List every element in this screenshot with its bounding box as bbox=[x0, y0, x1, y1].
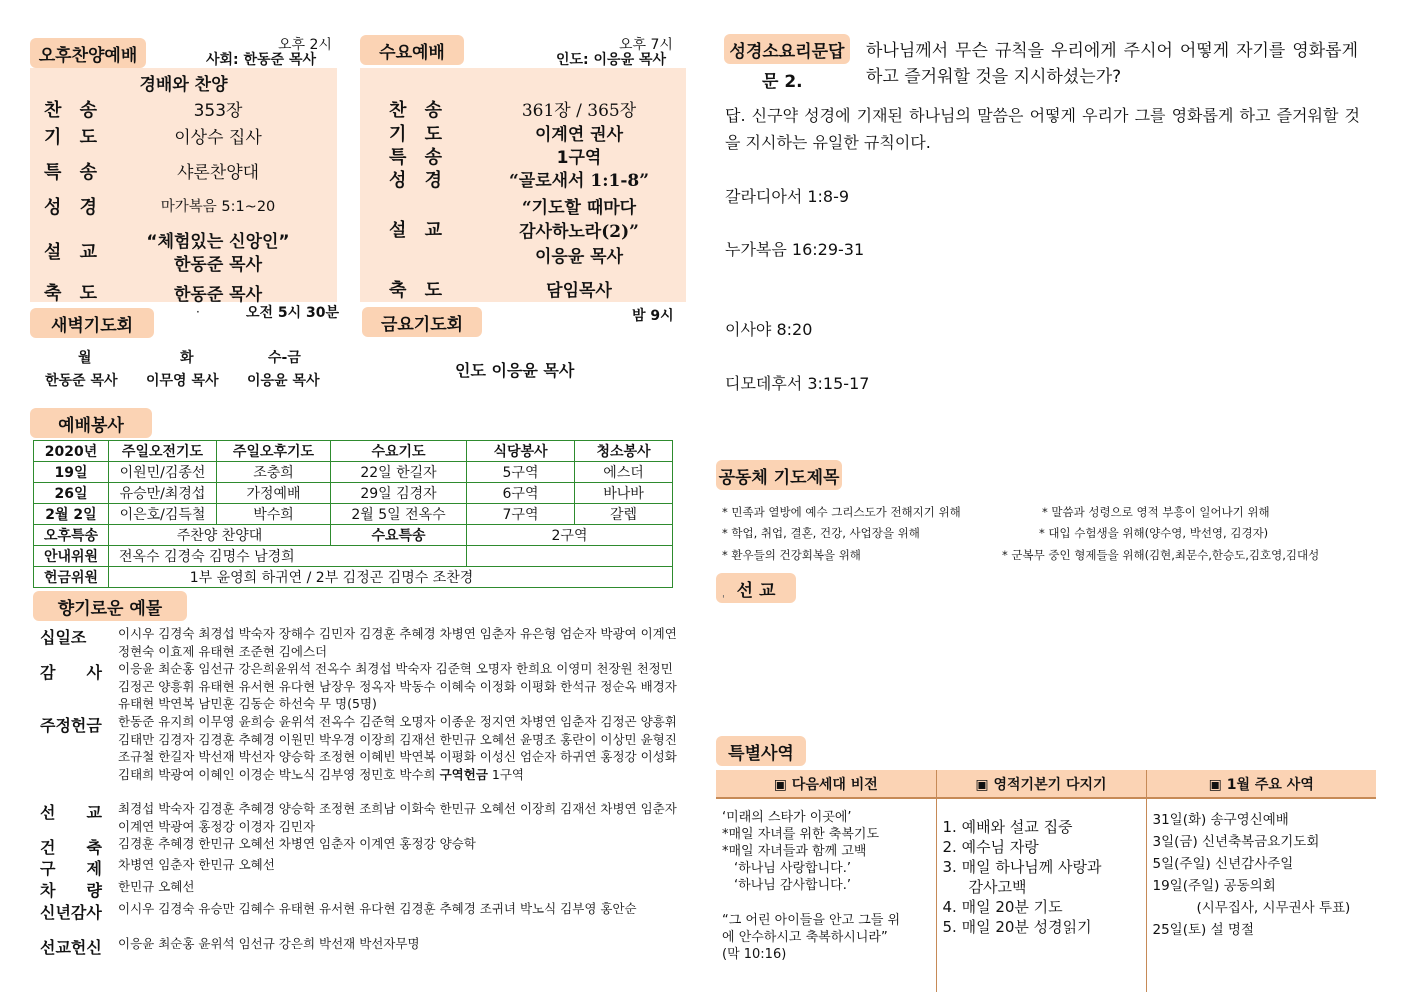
offering-names-mission-dedication: 이응윤 최순홍 윤위석 임선규 강은희 박선재 박선자무명 bbox=[118, 936, 420, 951]
wednesday-service-tag: 수요예배 bbox=[360, 35, 464, 65]
catechism-number: 문 2. bbox=[762, 72, 803, 92]
catechism-answer: 답. 신구약 성경에 기재된 하나님의 말씀은 어떻게 우리가 그를 영화롭게 하고 즐거워할 것을 지시하는 유일한 규칙이다. bbox=[725, 106, 1360, 152]
afternoon-value-hymn: 353장 bbox=[193, 101, 243, 121]
catechism-verse: 디모데후서 3:15-17 bbox=[725, 374, 870, 393]
offering-label-weekly: 주정헌금 bbox=[40, 716, 102, 735]
mission-tag: 선 교 bbox=[716, 573, 796, 603]
table-cell: 26일 bbox=[34, 483, 109, 504]
table-header-row bbox=[34, 441, 673, 462]
offering-names-vehicle: 한민규 오혜선 bbox=[118, 879, 195, 894]
offering-names-weekly bbox=[118, 713, 683, 783]
dawn-leader-mon: 한동준 목사 bbox=[45, 373, 118, 389]
table-row bbox=[34, 525, 673, 546]
table-cell: 이원민/김종선 bbox=[109, 462, 217, 483]
offering-names-new-year: 이시우 김경숙 유승만 김혜수 유태현 유서현 유다현 김경훈 추혜경 조귀녀 박노식 김부영 홍안순 bbox=[118, 901, 637, 916]
next-gen-quote-line: (막 10:16) bbox=[722, 947, 787, 962]
table-cell: 헌금위원 bbox=[34, 567, 109, 588]
table-row bbox=[34, 546, 673, 567]
wednesday-value-sermon-title-1: “기도할 때마다 bbox=[521, 198, 637, 218]
wednesday-time: 오후 7시 bbox=[619, 37, 673, 53]
table-cell: 19일 bbox=[34, 462, 109, 483]
next-gen-line: ‘하나님 사랑합니다.’ bbox=[734, 861, 851, 876]
service-duty-table bbox=[33, 440, 673, 588]
table-cell: 2월 2일 bbox=[34, 504, 109, 525]
afternoon-label-hymn: 찬 송 bbox=[44, 100, 104, 121]
offering-label-mission-dedication: 선교헌신 bbox=[40, 938, 102, 957]
friday-time: 밤 9시 bbox=[632, 308, 674, 324]
offering-label-tithe: 십일조 bbox=[40, 628, 87, 647]
table-cell: 바나바 bbox=[575, 483, 673, 504]
table-cell: 주찬양 찬양대 bbox=[109, 525, 331, 546]
dawn-leader-wed-fri: 이응윤 목사 bbox=[247, 373, 320, 389]
afternoon-value-special-song: 샤론찬양대 bbox=[176, 163, 260, 183]
next-gen-quote-line: “그 어린 아이들을 안고 그들 위 bbox=[722, 913, 901, 928]
service-duty-tag: 예배봉사 bbox=[30, 408, 152, 438]
wednesday-value-scripture: “골로새서 1:1-8” bbox=[509, 171, 649, 191]
basics-cell bbox=[936, 798, 1146, 992]
january-item: 25일(토) 설 명절 bbox=[1152, 922, 1254, 938]
offering-names-mission: 최경섭 박숙자 김경훈 추혜경 양승학 조정현 조희남 이화숙 한민규 오혜선 이장희 김재선 차병연 임춘자 이계연 박광여 홍정강 이경자 김민자 bbox=[118, 801, 677, 834]
special-content-row bbox=[716, 798, 1376, 992]
afternoon-label-scripture: 성 경 bbox=[44, 197, 104, 218]
prayer-item: * 학업, 취업, 결혼, 건강, 사업장을 위해 bbox=[722, 526, 920, 540]
table-header: 주일오후기도 bbox=[217, 441, 331, 462]
table-header: 식당봉사 bbox=[467, 441, 575, 462]
next-gen-line: ‘하나님 감사합니다.’ bbox=[734, 878, 851, 893]
friday-prayer-tag: 금요기도회 bbox=[362, 307, 482, 337]
community-prayer-tag: 공동체 기도제목 bbox=[716, 460, 842, 490]
next-gen-quote-line: 에 안수하시고 축복하시니라” bbox=[722, 930, 888, 945]
next-gen-line: ‘미래의 스타가 이곳에’ bbox=[722, 810, 852, 825]
table-cell: 6구역 bbox=[467, 483, 575, 504]
wednesday-value-sermon-preacher: 이응윤 목사 bbox=[534, 247, 624, 267]
wednesday-label-prayer: 기 도 bbox=[389, 124, 449, 145]
wednesday-label-special-song: 특 송 bbox=[389, 147, 449, 168]
dawn-day-mon: 월 bbox=[78, 350, 92, 366]
offering-names-relief: 차병연 임춘자 한민규 오혜선 bbox=[118, 857, 275, 872]
afternoon-value-sermon-preacher: 한동준 목사 bbox=[173, 255, 263, 275]
dawn-leader-tue: 이무영 목사 bbox=[146, 373, 219, 389]
table-cell: 전옥수 김경숙 김명수 남경희 bbox=[109, 546, 467, 567]
basics-item: 1. 예배와 설교 집중 bbox=[942, 818, 1073, 836]
district-offering-label: 구역헌금 bbox=[439, 766, 488, 782]
afternoon-host: 사회: 한동준 목사 bbox=[206, 52, 317, 68]
table-cell: 22일 한길자 bbox=[331, 462, 467, 483]
january-cell bbox=[1146, 798, 1376, 992]
prayer-item: * 말씀과 성령으로 영적 부흥이 일어나기 위해 bbox=[1042, 505, 1270, 519]
wednesday-leader: 인도: 이응윤 목사 bbox=[556, 52, 667, 68]
wednesday-label-sermon: 설 교 bbox=[389, 220, 449, 241]
table-cell: 유승만/최경섭 bbox=[109, 483, 217, 504]
afternoon-label-special-song: 특 송 bbox=[44, 162, 104, 183]
offering-label-mission: 선 교 bbox=[40, 803, 102, 822]
table-cell: 1부 윤영희 하귀연 / 2부 김정곤 김명수 조찬경 bbox=[109, 567, 673, 588]
table-cell bbox=[467, 546, 673, 567]
next-gen-line: *매일 자녀들과 함께 고백 bbox=[722, 844, 867, 859]
afternoon-service-tag: 오후찬양예배 bbox=[30, 38, 146, 68]
table-header: 2020년 bbox=[34, 441, 109, 462]
special-header-january: ▣ 1월 주요 사역 bbox=[1146, 770, 1376, 798]
offering-label-relief: 구 제 bbox=[40, 859, 102, 878]
offerings-tag: 향기로운 예물 bbox=[33, 591, 187, 621]
january-item: (시무집사, 시무권사 투표) bbox=[1196, 900, 1351, 916]
offering-names-weekly-text: 한동준 유지희 이무영 윤희승 윤위석 전옥수 김준혁 오명자 이종운 정지연 차병연 임춘자 김정곤 양흥휘 김태만 김경자 김경훈 추혜경 이원민 박우경 이장희 김재선 한민규 오혜선 윤명조 홍란이 이상민 윤형진 조규철 한길자 박선재 박선자 양승학 조정현 이혜빈 박연복 이평화 이성신 엄순자 하귀연 홍정강 이성화 김태희 박광여 이혜인 이경순 박노식 김부영 정민호 박수희 bbox=[118, 714, 677, 782]
offering-label-thanks: 감 사 bbox=[40, 663, 102, 682]
table-cell: 수요특송 bbox=[331, 525, 467, 546]
wednesday-label-hymn: 찬 송 bbox=[389, 100, 449, 121]
dawn-day-wed-fri: 수-금 bbox=[268, 350, 301, 366]
table-cell: 7구역 bbox=[467, 504, 575, 525]
table-cell: 29일 김경자 bbox=[331, 483, 467, 504]
table-row bbox=[34, 462, 673, 483]
wednesday-value-benediction: 담임목사 bbox=[546, 281, 612, 301]
special-ministry-tag: 특별사역 bbox=[716, 736, 806, 766]
afternoon-label-sermon: 설 교 bbox=[44, 242, 104, 263]
table-row bbox=[34, 483, 673, 504]
basics-item: 4. 매일 20분 기도 bbox=[942, 898, 1063, 916]
offering-label-new-year: 신년감사 bbox=[40, 903, 102, 922]
table-cell: 5구역 bbox=[467, 462, 575, 483]
january-item: 31일(화) 송구영신예배 bbox=[1152, 812, 1289, 828]
table-cell: 에스더 bbox=[575, 462, 673, 483]
catechism-verse: 이사야 8:20 bbox=[725, 320, 813, 339]
mission-mark: ' bbox=[722, 594, 725, 605]
basics-item: 3. 매일 하나님께 사랑과 bbox=[942, 858, 1102, 876]
catechism-verse: 누가복음 16:29-31 bbox=[725, 240, 865, 259]
prayer-item: * 환우들의 건강회복을 위해 bbox=[722, 548, 861, 562]
basics-item: 2. 예수님 자랑 bbox=[942, 838, 1039, 856]
offering-label-vehicle: 차 량 bbox=[40, 881, 102, 900]
offering-names-thanks: 이응윤 최순홍 임선규 강은희윤위석 전옥수 최경섭 박숙자 김준혁 오명자 한희요 이영미 천장원 천정민 김정곤 양흥휘 유태현 유서현 유다현 남장우 정옥자 박동수 이혜숙 이정화 이평화 한석규 정순옥 배경자 유태현 박연복 남민훈 김동순 하선숙 무 명(5명) bbox=[118, 661, 677, 711]
table-cell: 가정예배 bbox=[217, 483, 331, 504]
table-header: 청소봉사 bbox=[575, 441, 673, 462]
afternoon-value-scripture: 마가복음 5:1~20 bbox=[160, 199, 276, 215]
friday-leader: 인도 이응윤 목사 bbox=[455, 361, 575, 380]
wednesday-value-prayer: 이계연 권사 bbox=[534, 125, 624, 145]
table-cell: 안내위원 bbox=[34, 546, 109, 567]
special-header-next-gen: ▣ 다음세대 비전 bbox=[716, 770, 936, 798]
table-cell: 2월 5일 전옥수 bbox=[331, 504, 467, 525]
january-item: 5일(주일) 신년감사주일 bbox=[1152, 856, 1294, 872]
table-cell: 이은호/김득철 bbox=[109, 504, 217, 525]
afternoon-label-prayer: 기 도 bbox=[44, 127, 104, 148]
afternoon-value-prayer: 이상수 집사 bbox=[174, 128, 262, 148]
table-cell: 박수희 bbox=[217, 504, 331, 525]
dawn-dot: · bbox=[196, 305, 200, 319]
afternoon-value-benediction: 한동준 목사 bbox=[173, 285, 263, 305]
january-item: 19일(주일) 공동의회 bbox=[1152, 878, 1276, 894]
afternoon-time: 오후 2시 bbox=[278, 37, 332, 53]
district-offering-value: 1구역 bbox=[491, 766, 525, 782]
dawn-prayer-tag: 새벽기도회 bbox=[30, 308, 154, 338]
table-cell: 갈렙 bbox=[575, 504, 673, 525]
basics-item: 감사고백 bbox=[968, 878, 1027, 896]
basics-item: 5. 매일 20분 성경읽기 bbox=[942, 918, 1092, 936]
afternoon-label-benediction: 축 도 bbox=[44, 283, 104, 304]
special-header-basics: ▣ 영적기본기 다지기 bbox=[936, 770, 1146, 798]
catechism-question: 하나님께서 무슨 규칙을 우리에게 주시어 어떻게 자기를 영화롭게 하고 즐거워할 것을 지시하셨는가? bbox=[866, 41, 1358, 87]
table-cell: 2구역 bbox=[467, 525, 673, 546]
wednesday-label-scripture: 성 경 bbox=[389, 170, 449, 191]
dawn-time: 오전 5시 30분 bbox=[246, 305, 340, 321]
table-header: 주일오전기도 bbox=[109, 441, 217, 462]
special-header-row bbox=[716, 770, 1376, 798]
table-cell: 조충희 bbox=[217, 462, 331, 483]
wednesday-label-benediction: 축 도 bbox=[389, 280, 449, 301]
table-header: 수요기도 bbox=[331, 441, 467, 462]
january-item: 3일(금) 신년축복금요기도회 bbox=[1152, 834, 1320, 850]
afternoon-value-sermon-title: “체험있는 신앙인” bbox=[146, 232, 290, 252]
table-cell: 오후특송 bbox=[34, 525, 109, 546]
prayer-item: * 대입 수험생을 위해(양수영, 박선영, 김경자) bbox=[1039, 526, 1269, 540]
table-row bbox=[34, 567, 673, 588]
dawn-day-tue: 화 bbox=[180, 350, 194, 366]
catechism-verse: 갈라디아서 1:8-9 bbox=[725, 187, 850, 206]
next-gen-cell bbox=[716, 798, 936, 992]
wednesday-value-special-song: 1구역 bbox=[556, 148, 602, 168]
special-ministry-table bbox=[716, 770, 1376, 992]
table-row bbox=[34, 504, 673, 525]
prayer-item: * 군복무 중인 형제들을 위해(김현,최문수,한승도,김호영,김대성 bbox=[1002, 548, 1320, 562]
catechism-tag: 성경소요리문답 bbox=[724, 34, 850, 64]
offering-names-tithe: 이시우 김경숙 최경섭 박숙자 장해수 김민자 김경훈 추혜경 차병연 임춘자 유은형 엄순자 박광여 이계연 정현숙 이효제 유태현 조준현 김에스더 bbox=[118, 626, 677, 659]
offering-label-building: 건 축 bbox=[40, 838, 102, 857]
offering-names-building: 김경훈 추혜경 한민규 오혜선 차병연 임춘자 이계연 홍정강 양승학 bbox=[118, 836, 476, 851]
wednesday-value-hymn: 361장 / 365장 bbox=[521, 101, 637, 121]
wednesday-value-sermon-title-2: 감사하노라(2)” bbox=[519, 222, 639, 242]
afternoon-heading: 경배와 찬양 bbox=[139, 75, 228, 95]
next-gen-line: *매일 자녀를 위한 축복기도 bbox=[722, 827, 880, 842]
prayer-item: * 민족과 열방에 예수 그리스도가 전해지기 위해 bbox=[722, 505, 961, 519]
